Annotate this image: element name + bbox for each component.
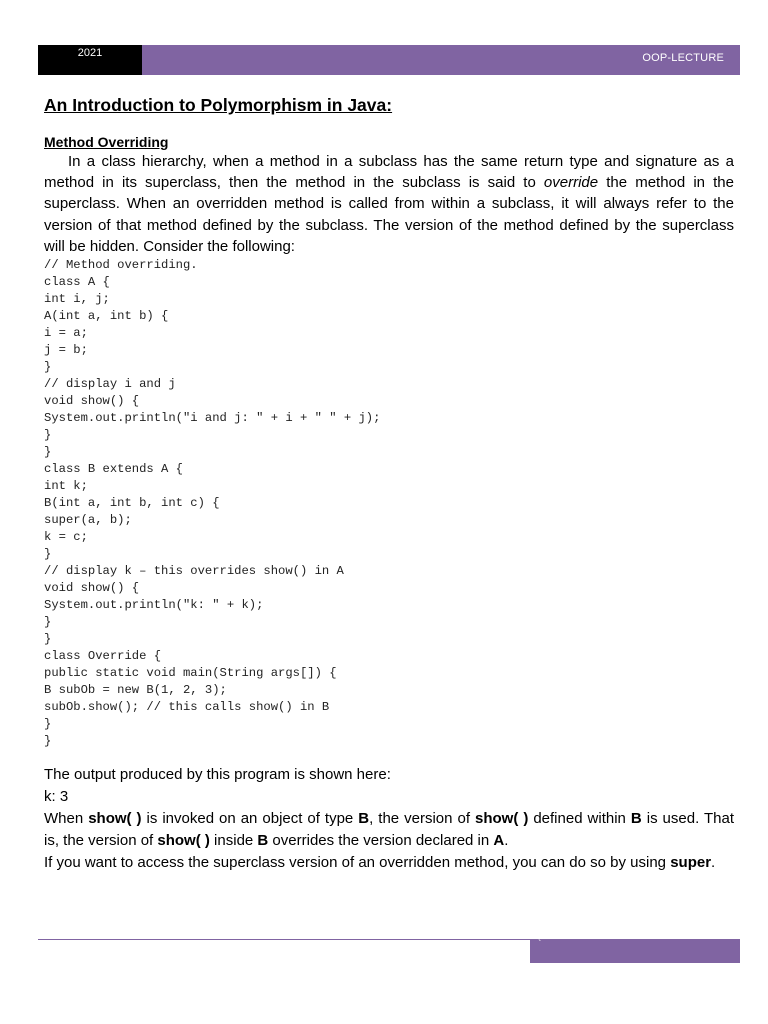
output-result: k: 3 <box>44 788 69 806</box>
code-line: // display i and j <box>44 377 176 392</box>
keyword-class-b: B <box>257 832 269 850</box>
code-line: class B extends A { <box>44 462 183 477</box>
intro-text-1: In a class hierarchy, when a method in a subclass has the same return type and signature as a method in its superclass, then the method in the subclass is said to <box>44 153 734 192</box>
page-title: An Introduction to Polymorphism in Java: <box>44 95 393 115</box>
keyword-super: super <box>670 854 712 872</box>
code-line: } <box>44 734 52 749</box>
intro-paragraph <box>44 151 734 257</box>
footer-mark: ` <box>538 939 542 950</box>
code-line: } <box>44 615 52 630</box>
header-year: 2021 <box>77 47 103 59</box>
document-body <box>44 92 734 874</box>
code-line: } <box>44 445 52 460</box>
code-line: public static void main(String args[]) { <box>44 666 337 681</box>
output-section <box>44 764 734 874</box>
intro-emphasis: override <box>543 174 599 192</box>
intro-text-2: the method in the superclass. When an overridden method is called from within a subclass, it will always refer to the version of that method defined by the subclass. The version of the method defined by the superclass will be hidden. Consider the following: <box>44 174 734 255</box>
code-line: System.out.println("k: " + k); <box>44 598 264 613</box>
explanation-text: defined within <box>528 810 631 828</box>
explanation-text: overrides the version declared in <box>268 832 494 850</box>
explanation-paragraph <box>44 808 734 852</box>
code-line: A(int a, int b) { <box>44 309 169 324</box>
code-line: } <box>44 717 52 732</box>
keyword-show: show( ) <box>475 810 529 828</box>
explanation-text: , the version of <box>369 810 475 828</box>
code-line: class A { <box>44 275 110 290</box>
code-line: i = a; <box>44 326 88 341</box>
header-year-block <box>38 45 142 75</box>
code-line: B subOb = new B(1, 2, 3); <box>44 683 227 698</box>
code-line: System.out.println("i and j: " + i + " " + j); <box>44 411 381 426</box>
code-line: } <box>44 428 52 443</box>
code-line: } <box>44 547 52 562</box>
code-line: subOb.show(); // this calls show() in B <box>44 700 330 715</box>
section-heading: Method Overriding <box>44 134 169 150</box>
explanation-text: is used. That is, the version of <box>44 810 734 850</box>
header-band <box>142 45 740 75</box>
explanation-text: is invoked on an object of type <box>141 810 359 828</box>
keyword-class-b: B <box>358 810 370 828</box>
code-line: class Override { <box>44 649 162 664</box>
keyword-class-b: B <box>630 810 642 828</box>
code-line: } <box>44 632 52 647</box>
code-line: void show() { <box>44 394 140 409</box>
super-text: . <box>711 854 716 872</box>
keyword-class-a: A <box>493 832 505 850</box>
super-text: If you want to access the superclass version of an overridden method, you can do so by using <box>44 854 671 872</box>
code-line: super(a, b); <box>44 513 132 528</box>
code-line: // display k – this overrides show() in A <box>44 564 344 579</box>
code-line: k = c; <box>44 530 88 545</box>
code-line: void show() { <box>44 581 140 596</box>
super-paragraph <box>44 852 734 874</box>
code-line: } <box>44 360 52 375</box>
keyword-show: show( ) <box>88 810 142 828</box>
explanation-text: . <box>504 832 509 850</box>
footer-band <box>530 939 740 963</box>
code-listing <box>44 257 734 750</box>
code-line: B(int a, int b, int c) { <box>44 496 220 511</box>
code-line: j = b; <box>44 343 88 358</box>
explanation-text: When <box>44 810 89 828</box>
output-intro: The output produced by this program is shown here: <box>44 766 391 784</box>
header-label: OOP-LECTURE <box>642 52 724 64</box>
code-line: // Method overriding. <box>44 258 198 273</box>
code-line: int k; <box>44 479 88 494</box>
keyword-show: show( ) <box>157 832 210 850</box>
explanation-text: inside <box>209 832 258 850</box>
code-line: int i, j; <box>44 292 110 307</box>
